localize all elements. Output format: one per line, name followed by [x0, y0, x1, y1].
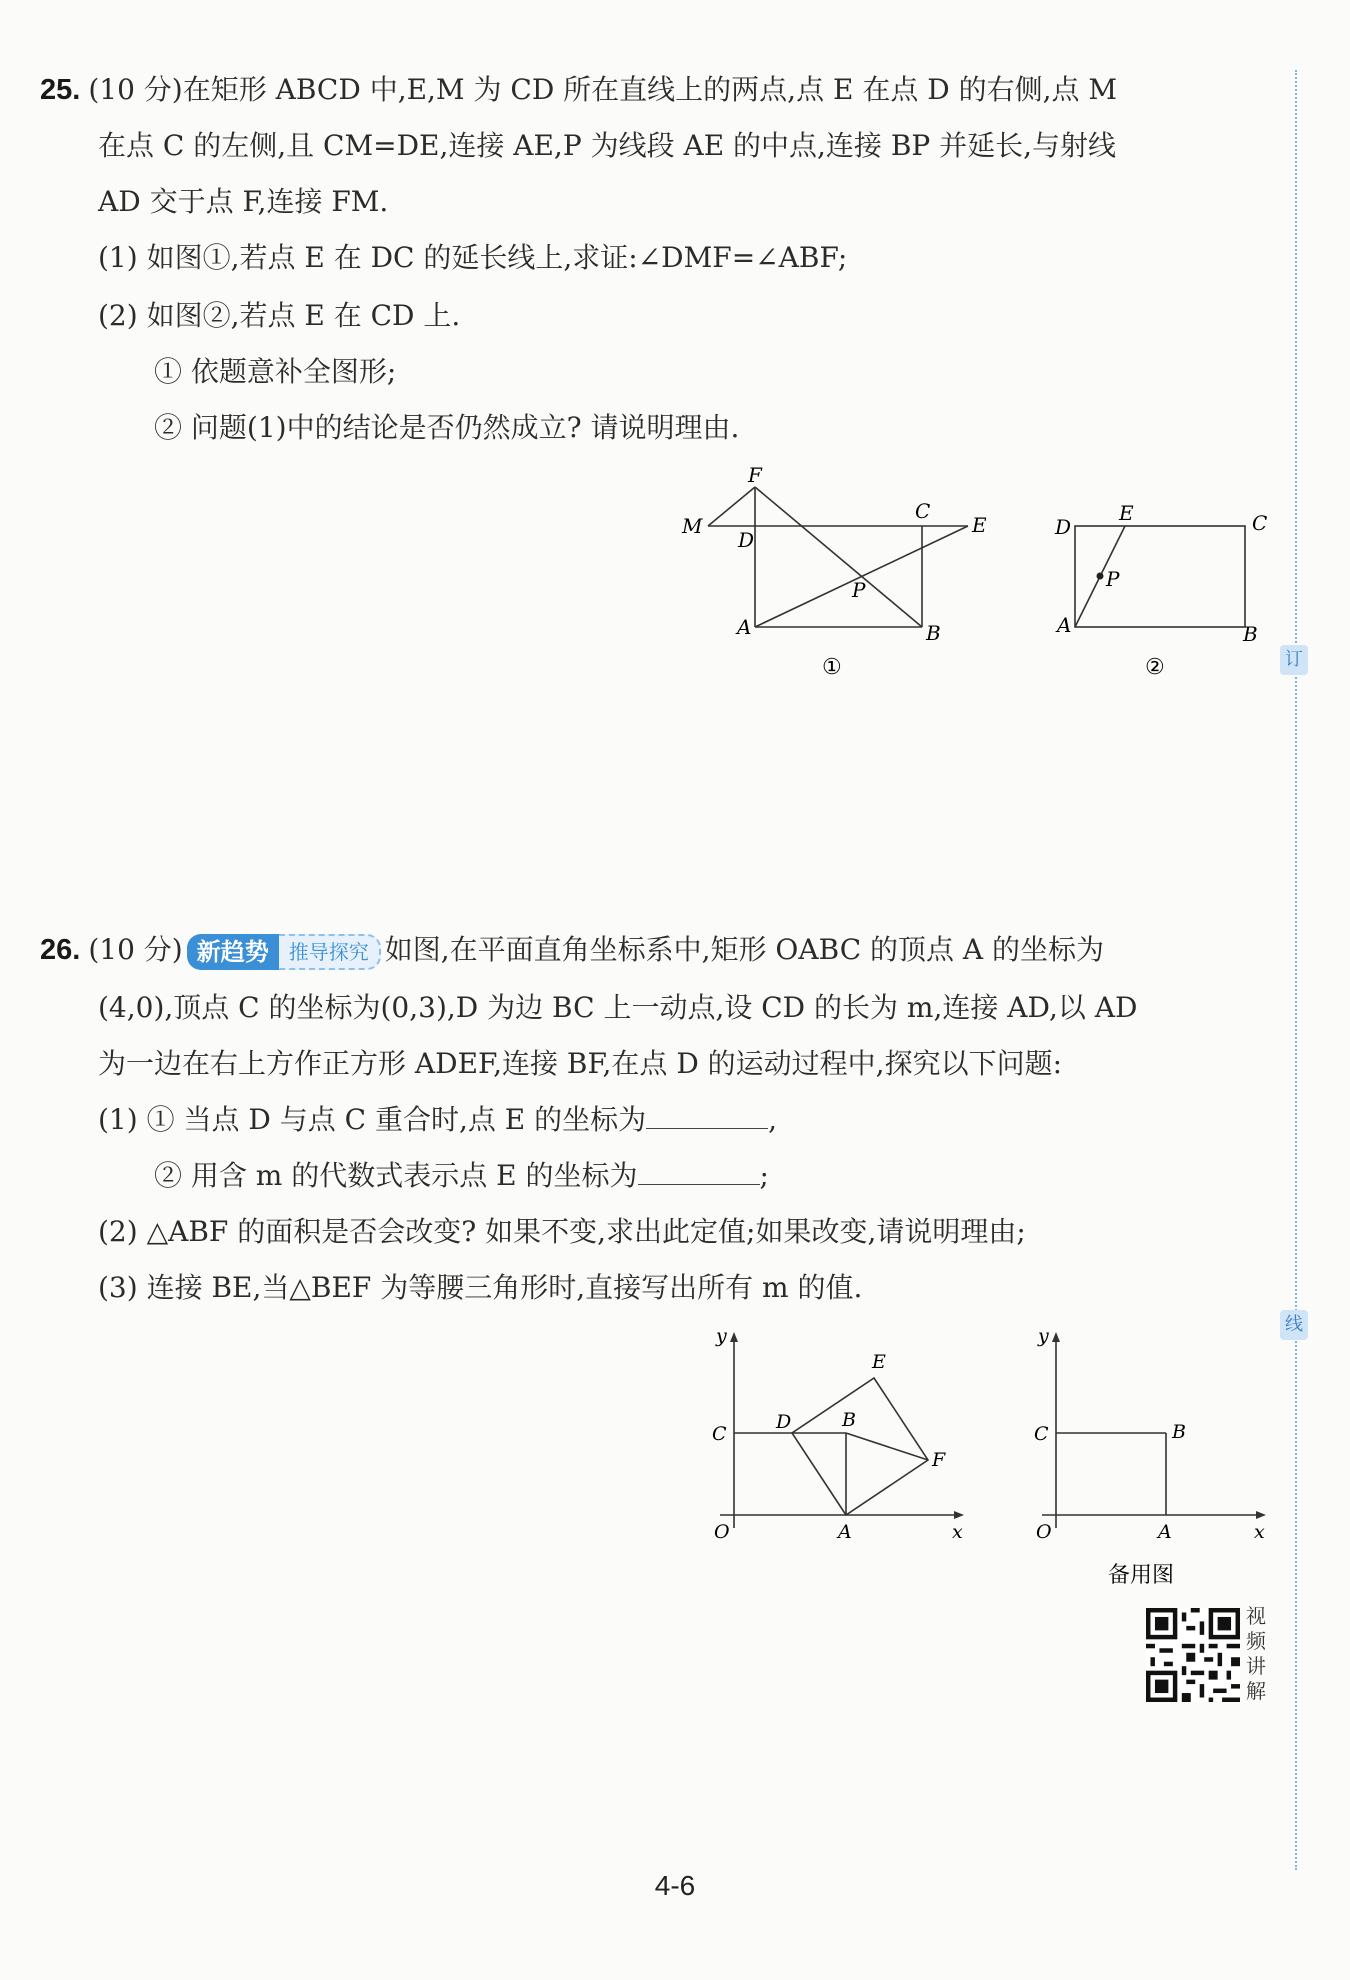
q25-figure-2 [1045, 498, 1275, 684]
backup-y-arrow-icon [1052, 1332, 1060, 1342]
fig2-label-d: D [1055, 515, 1072, 539]
fig3-label-x: x [952, 1521, 963, 1543]
fig1-label-p: P [852, 578, 866, 602]
q25-line-3: AD 交于点 F,连接 FM. [98, 185, 389, 218]
binding-tab-xian: 线 [1280, 1310, 1308, 1340]
x-axis-arrow-icon [954, 1511, 964, 1519]
q25-line-1: 25. (10 分)在矩形 ABCD 中,E,M 为 CD 所在直线上的两点,点 E 在点 D 的右侧,点 M [40, 73, 1118, 106]
q26-part-1b: ② 用含 m 的代数式表示点 E 的坐标为 ; [154, 1159, 769, 1192]
fig1-label-m: M [682, 514, 703, 538]
qr-code-icon[interactable] [1146, 1608, 1240, 1702]
fig4-label-c: C [1034, 1423, 1049, 1445]
fig1-label-e: E [972, 513, 987, 537]
q26-part-3: (3) 连接 BE,当△BEF 为等腰三角形时,直接写出所有 m 的值. [98, 1271, 863, 1304]
qr-video-label: 视 频 讲 解 [1246, 1604, 1266, 1703]
fig4-label-x: x [1254, 1521, 1265, 1543]
q26-score: (10 分) [88, 933, 183, 966]
fig4-label-a: A [1158, 1521, 1172, 1543]
fig2-caption: ② [1145, 655, 1165, 680]
binding-dotted-line [1295, 70, 1297, 1870]
fig2-label-c: C [1252, 511, 1268, 535]
y-axis-arrow-icon [730, 1332, 738, 1342]
fig1-line-mf [708, 487, 755, 526]
q25-part-2-sub-1: ① 依题意补全图形; [154, 355, 397, 388]
fig2-label-b: B [1243, 622, 1258, 646]
fig2-label-a: A [1057, 613, 1072, 637]
q26-line-1: 26. (10 分) 新趋势 推导探究 如图,在平面直角坐标系中,矩形 OABC 的顶点 A 的坐标为 [40, 930, 1104, 970]
trend-badge: 新趋势 推导探究 [187, 934, 381, 970]
fig3-label-c: C [712, 1423, 727, 1445]
backup-figure-caption: 备用图 [1108, 1563, 1175, 1588]
fig4-label-b: B [1172, 1421, 1186, 1443]
q26-line-3: 为一边在右上方作正方形 ADEF,连接 BF,在点 D 的运动过程中,探究以下问题: [98, 1047, 1063, 1080]
fig3-label-e: E [872, 1351, 886, 1373]
fig1-label-b: B [926, 621, 941, 645]
fig1-label-c: C [915, 499, 931, 523]
fig2-label-p: P [1106, 567, 1120, 591]
q26-figure-2 [1022, 1320, 1282, 1610]
q26-part-2: (2) △ABF 的面积是否会改变? 如果不变,求出此定值;如果改变,请说明理由; [98, 1215, 1026, 1248]
q25-part-1: (1) 如图①,若点 E 在 DC 的延长线上,求证:∠DMF=∠ABF; [98, 241, 848, 274]
fig3-label-d: D [776, 1411, 792, 1433]
fig1-label-a: A [737, 615, 752, 639]
fig4-label-y: y [1038, 1325, 1049, 1347]
fig3-label-f: F [932, 1449, 946, 1471]
q26-number: 26. [40, 934, 81, 966]
q26-part-1a: (1) ① 当点 D 与点 C 重合时,点 E 的坐标为 , [98, 1103, 777, 1136]
fig3-label-a: A [838, 1521, 852, 1543]
backup-x-arrow-icon [1256, 1511, 1266, 1519]
fig3-label-y: y [716, 1325, 727, 1347]
fig3-label-b: B [842, 1409, 856, 1431]
page-number: 4-6 [654, 1870, 696, 1901]
fig3-line-bf [846, 1433, 928, 1460]
answer-blank-1[interactable] [646, 1102, 768, 1129]
q25-figure-1 [670, 462, 990, 684]
q25-part-2-sub-2: ② 问题(1)中的结论是否仍然成立? 请说明理由. [154, 411, 740, 444]
fig1-line-fb [755, 487, 922, 627]
q25-number: 25. [40, 74, 81, 106]
fig1-caption: ① [822, 655, 842, 680]
fig3-label-o: O [714, 1521, 730, 1543]
fig2-point-p [1097, 573, 1104, 580]
fig4-label-o: O [1036, 1521, 1052, 1543]
q26-line-2: (4,0),顶点 C 的坐标为(0,3),D 为边 BC 上一动点,设 CD 的长为 m,连接 AD,以 AD [98, 991, 1138, 1024]
q25-part-2: (2) 如图②,若点 E 在 CD 上. [98, 299, 461, 332]
fig1-label-f: F [748, 463, 762, 487]
fig2-label-e: E [1119, 501, 1134, 525]
square-adef [792, 1378, 928, 1515]
fig1-label-d: D [738, 528, 755, 552]
answer-blank-2[interactable] [638, 1158, 760, 1185]
q26-figure-1 [700, 1320, 980, 1550]
q25-line-2: 在点 C 的左侧,且 CM=DE,连接 AE,P 为线段 AE 的中点,连接 BP 并延长,与射线 [98, 129, 1117, 162]
binding-tab-ding: 订 [1280, 645, 1308, 675]
